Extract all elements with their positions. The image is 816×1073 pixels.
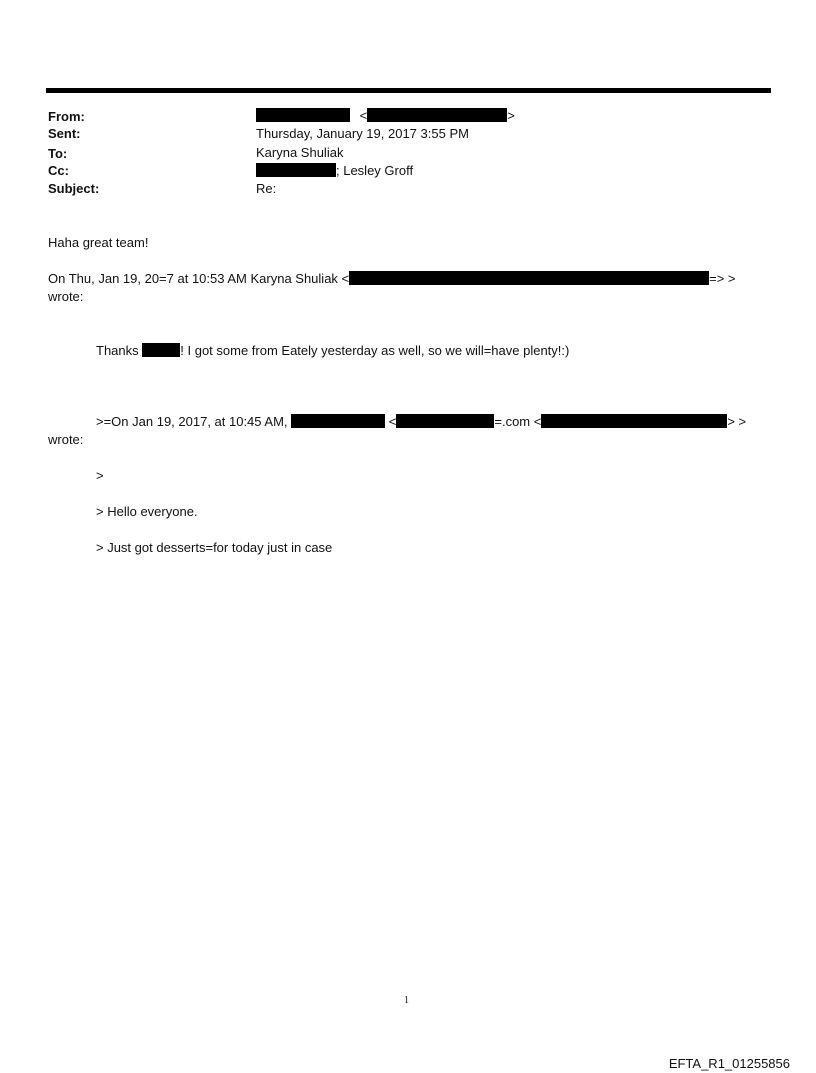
quoted-line-2: > Hello everyone. xyxy=(96,504,198,519)
quote-attribution-1 xyxy=(48,271,736,287)
quote2-lt: < xyxy=(388,414,397,429)
redaction-block xyxy=(142,343,180,357)
header-rule xyxy=(46,88,771,93)
quote1-suffix: => > xyxy=(709,271,736,286)
from-value xyxy=(256,108,515,124)
redaction-block xyxy=(291,414,385,428)
to-value: Karyna Shuliak xyxy=(256,145,344,160)
from-close-bracket: > xyxy=(507,108,515,123)
quoted-line-1: > xyxy=(96,468,104,483)
to-label: To: xyxy=(48,146,68,161)
bates-number: EFTA_R1_01255856 xyxy=(668,1056,790,1071)
subject-value: Re: xyxy=(256,181,277,196)
quoted-line-3: > Just got desserts=for today just in case xyxy=(96,540,333,555)
redaction-block xyxy=(541,414,727,428)
quote2-prefix: >=On Jan 19, 2017, at 10:45 AM, xyxy=(96,414,288,429)
redaction-block xyxy=(367,108,507,122)
sent-value: Thursday, January 19, 2017 3:55 PM xyxy=(256,126,469,141)
from-label: From: xyxy=(48,109,85,124)
cc-names: ; Lesley Groff xyxy=(336,163,414,178)
reply-text: Haha great team! xyxy=(48,235,149,250)
sent-label: Sent: xyxy=(48,126,81,141)
redaction-block xyxy=(349,271,709,285)
quoted-reply xyxy=(96,343,569,359)
subject-label: Subject: xyxy=(48,181,100,196)
thanks-word: Thanks xyxy=(96,343,139,358)
quote2-wrote: wrote: xyxy=(48,432,84,447)
quote-attribution-2 xyxy=(96,414,746,430)
cc-value xyxy=(256,163,413,179)
redaction-block xyxy=(256,108,350,122)
quote2-com: =.com < xyxy=(494,414,542,429)
page-number: 1 xyxy=(404,995,409,1006)
cc-label: Cc: xyxy=(48,163,69,178)
quote2-end: > > xyxy=(727,414,747,429)
redaction-block xyxy=(396,414,494,428)
quote1-prefix: On Thu, Jan 19, 20=7 at 10:53 AM Karyna Shuliak < xyxy=(48,271,350,286)
from-open-bracket: < xyxy=(359,108,368,123)
redaction-block xyxy=(256,163,336,177)
thanks-rest: ! I got some from Eately yesterday as well, so we will=have plenty!:) xyxy=(180,343,570,358)
quote1-wrote: wrote: xyxy=(48,289,84,304)
